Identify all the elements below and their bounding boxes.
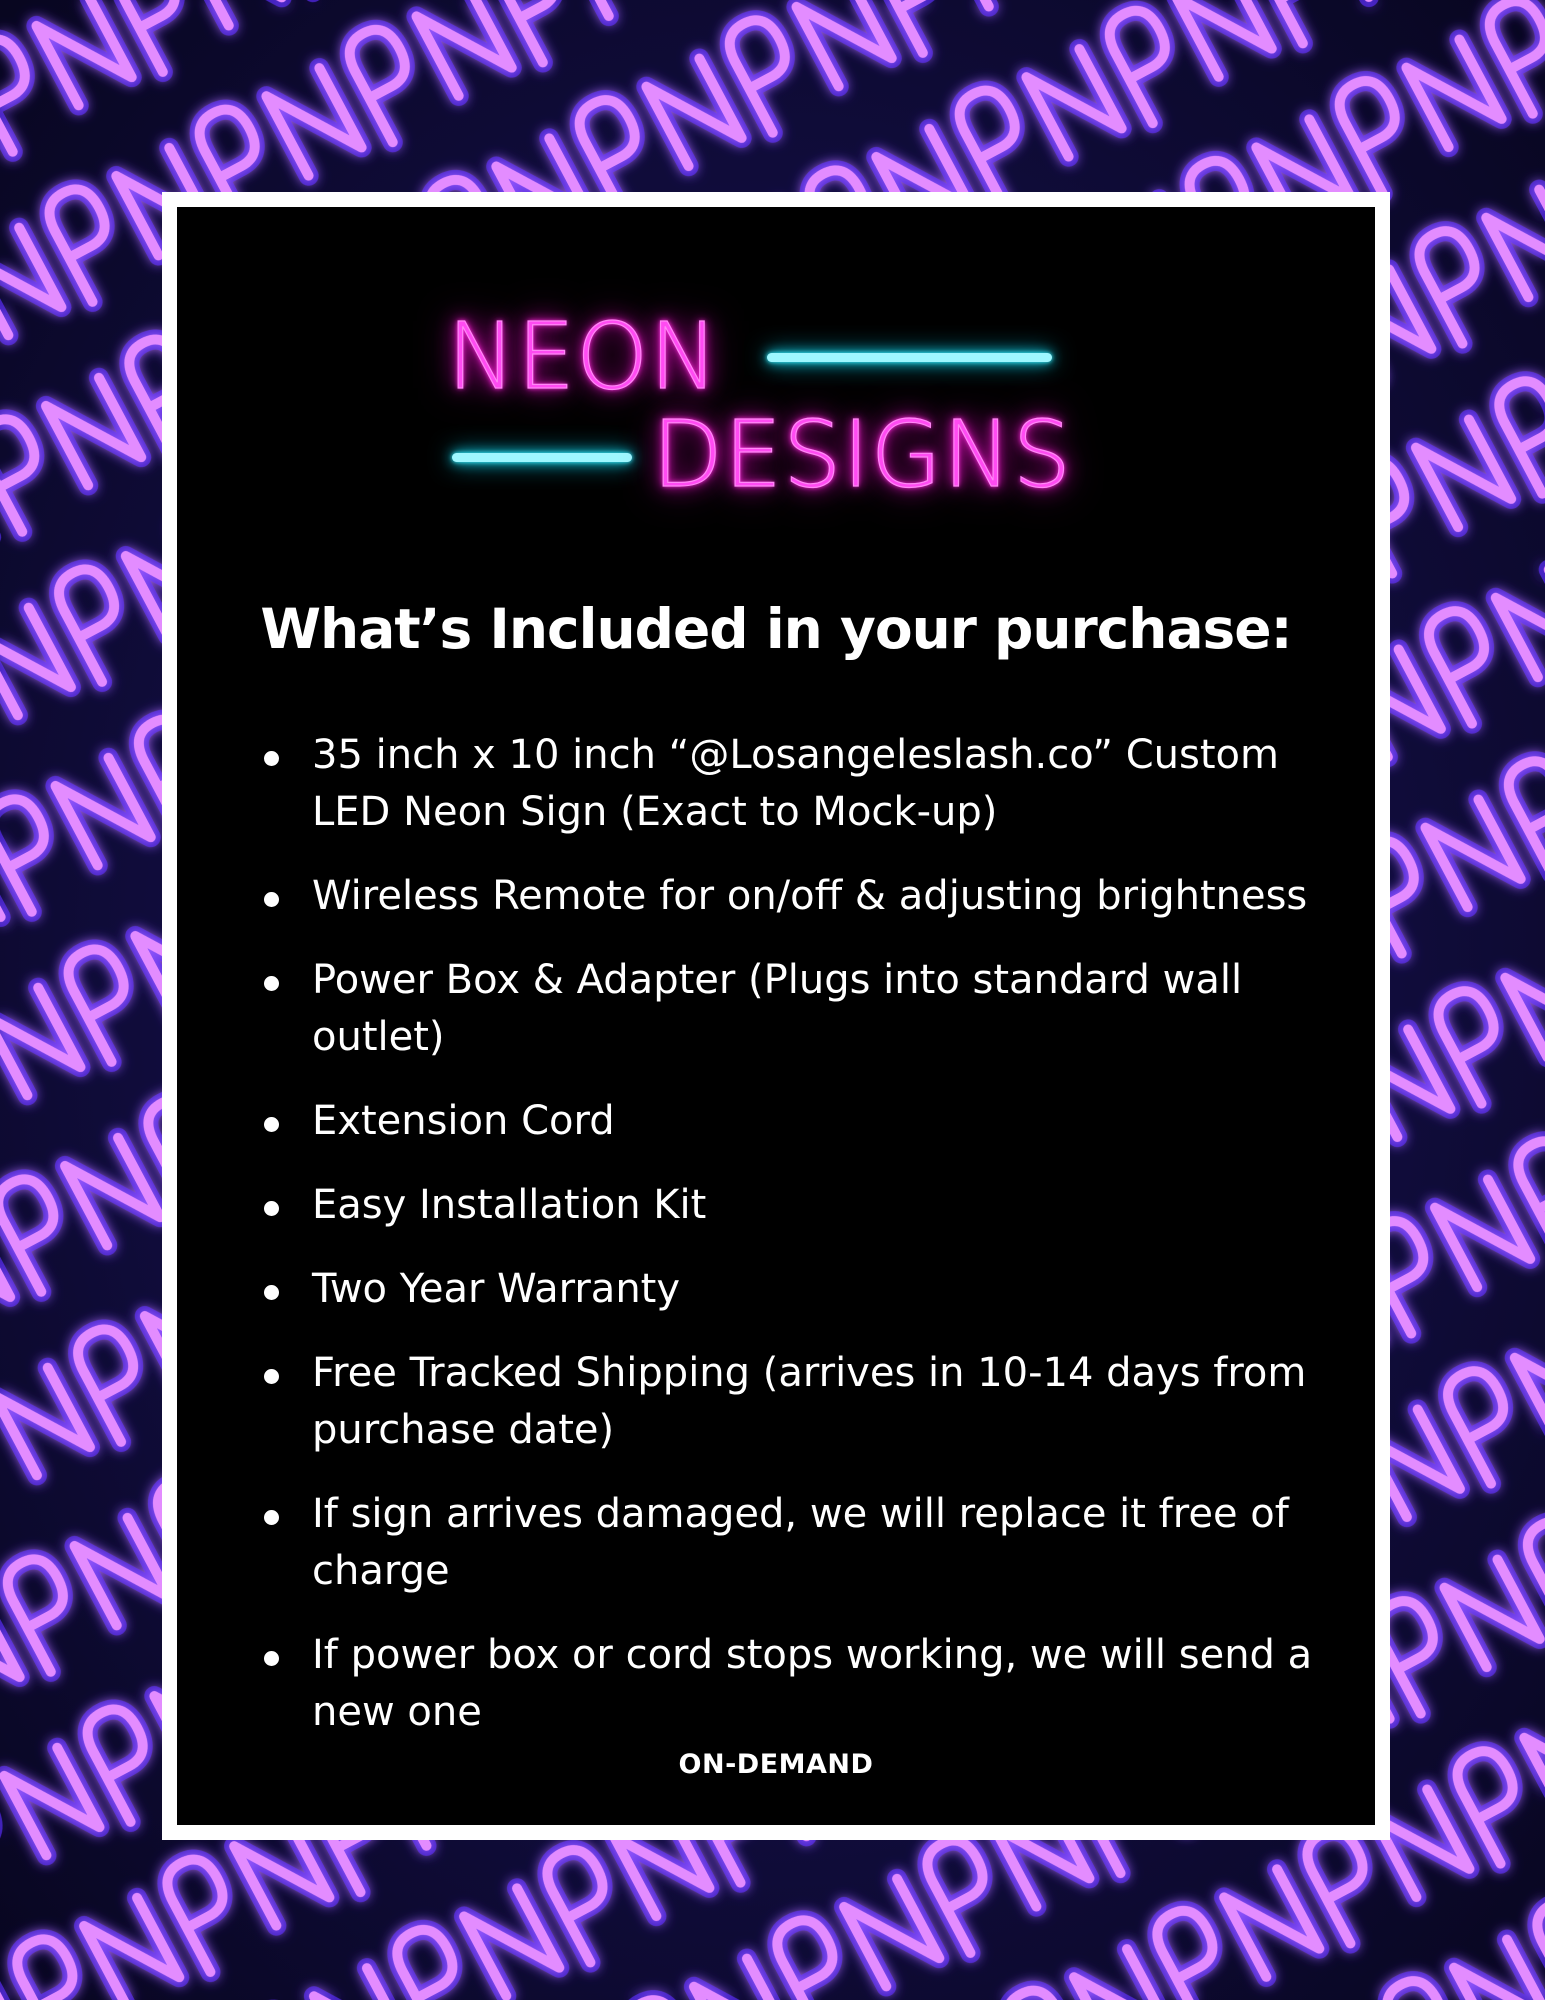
list-item-text: If power box or cord stops working, we will send a new one: [312, 1632, 1313, 1735]
list-item: [257, 1345, 1317, 1459]
list-item: [257, 727, 1317, 841]
list-item-text: Two Year Warranty: [312, 1266, 681, 1312]
list-item-text: Wireless Remote for on/off & adjusting brightness: [312, 873, 1308, 919]
list-item: [257, 1093, 1317, 1150]
list-item-text: 35 inch x 10 inch “@Losangeleslash.co” Custom LED Neon Sign (Exact to Mock-up): [312, 732, 1279, 835]
logo-cyan-bar-top: [767, 353, 1052, 362]
info-card-frame: [162, 192, 1390, 1840]
bullet-icon: [264, 1369, 279, 1384]
list-item-text: Free Tracked Shipping (arrives in 10-14 days from purchase date): [312, 1350, 1307, 1453]
included-items-list: [257, 727, 1317, 1768]
list-item: [257, 1261, 1317, 1318]
bullet-icon: [264, 976, 279, 991]
bullet-icon: [264, 892, 279, 907]
list-item-text: Easy Installation Kit: [312, 1182, 707, 1228]
bullet-icon: [264, 1510, 279, 1525]
list-item: [257, 1627, 1317, 1741]
logo-cyan-bar-bottom: [452, 453, 632, 462]
list-item-text: If sign arrives damaged, we will replace it free of charge: [312, 1491, 1289, 1594]
list-item-text: Power Box & Adapter (Plugs into standard wall outlet): [312, 957, 1243, 1060]
list-item: [257, 1486, 1317, 1600]
info-card: [177, 207, 1375, 1825]
neon-designs-logo: [447, 297, 1127, 527]
list-item: [257, 952, 1317, 1066]
bullet-icon: [264, 1651, 279, 1666]
bullet-icon: [264, 1201, 279, 1216]
list-item-text: Extension Cord: [312, 1098, 615, 1144]
bullet-icon: [264, 751, 279, 766]
logo-word-designs: DESIGNS: [652, 401, 1073, 508]
bullet-icon: [264, 1117, 279, 1132]
bullet-icon: [264, 1285, 279, 1300]
list-item: [257, 868, 1317, 925]
logo-word-neon: NEON: [447, 303, 720, 410]
list-item: [257, 1177, 1317, 1234]
footer-tag: ON-DEMAND: [678, 1749, 874, 1780]
page-title: What’s Included in your purchase:: [260, 597, 1292, 661]
